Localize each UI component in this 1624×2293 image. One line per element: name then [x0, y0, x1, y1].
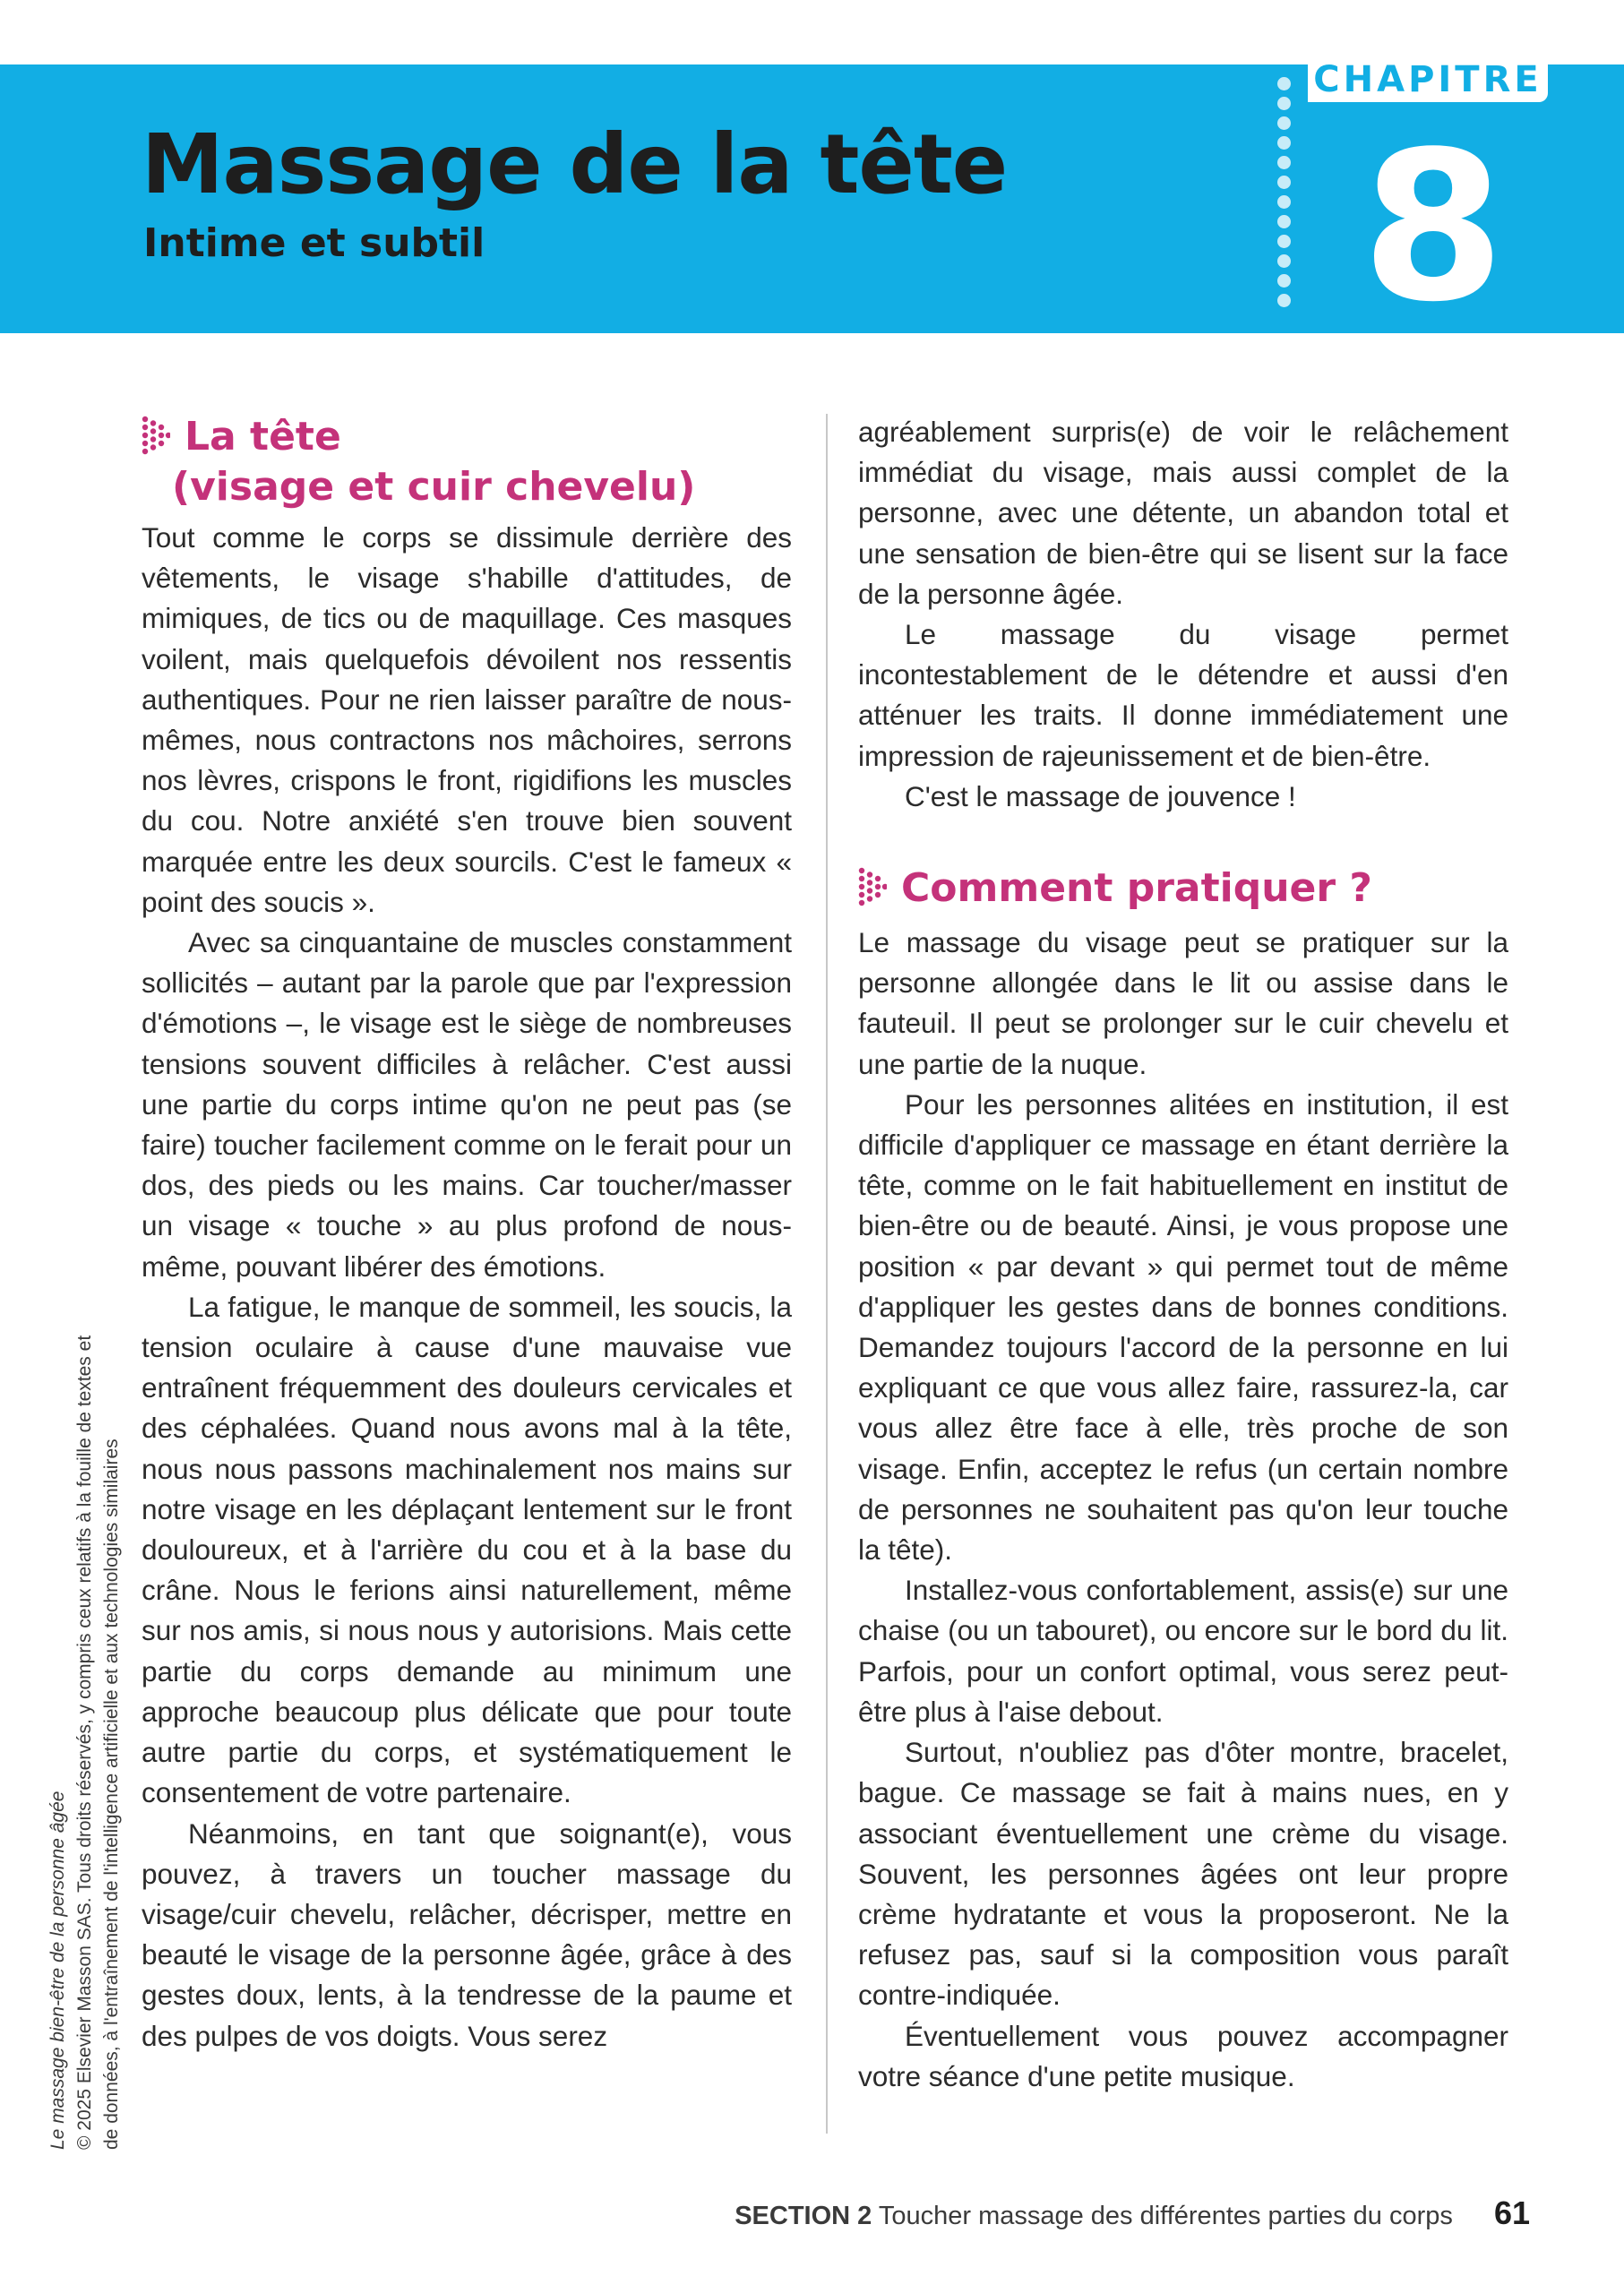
paragraph: agréablement surpris(e) de voir le relâchement immédiat du visage, mais aussi complet de la personne, avec une détente, un abandon total et une sensation de bien-être qui se lisent sur la face de la personne âgée.	[858, 416, 1508, 610]
section-heading-comment-pratiquer	[858, 863, 1508, 914]
divider-dot	[1277, 136, 1291, 150]
copyright-line: © 2025 Elsevier Masson SAS. Tous droits réservés, y compris ceux relatifs à la fouille de textes et	[74, 1335, 95, 2150]
paragraph: C'est le massage de jouvence !	[905, 779, 1296, 812]
footer-section-title: Toucher massage des différentes parties du corps	[878, 2202, 1453, 2230]
divider-dot	[1277, 176, 1291, 189]
dotted-divider	[1277, 77, 1295, 319]
divider-dot	[1277, 156, 1291, 169]
divider-dot	[1277, 254, 1291, 268]
divider-dot	[1277, 97, 1291, 110]
chapter-subtitle: Intime et subtil	[143, 220, 485, 266]
page-footer	[735, 2193, 1530, 2234]
chapter-title: Massage de la tête	[142, 116, 1008, 212]
divider-dot	[1277, 195, 1291, 209]
heading-line-2: (visage et cuir chevelu)	[172, 464, 696, 510]
paragraph: Avec sa cinquantaine de muscles constamment sollicités – autant par la parole que par l'expression d'émotions –, le visage est le siège de nombreuses tensions souvent difficiles à relâcher. C'est aussi une partie du corps intime qu'on ne peut pas (se faire) toucher facilement comme on le ferait pour un dos, des pieds ou les mains. Car toucher/masser un visage « touche » au plus profond de nous-même, pouvant libérer des émotions.	[142, 926, 792, 1283]
paragraph: La fatigue, le manque de sommeil, les soucis, la tension oculaire à cause d'une mauvaise vue entraînent fréquemment des douleurs cervicales et des céphalées. Quand nous avons mal à la tête, nous nous passons machinalement nos mains sur notre visage en les déplaçant lentement sur le front douloureux, et à l'arrière du cou et à la base du crâne. Nous le ferions ainsi naturellement, même sur nos amis, si nous nous y autorisions. Mais cette partie du corps demande au minimum une approche beaucoup plus délicate que pour toute autre partie du corps, et systématiquement le consentement de votre partenaire.	[142, 1290, 792, 1809]
footer-section-label: SECTION 2	[735, 2202, 872, 2230]
divider-dot	[1277, 77, 1291, 90]
left-column	[142, 412, 792, 2057]
column-divider	[826, 414, 828, 2134]
paragraph: Le massage du visage permet incontestablement de le détendre et aussi d'en atténuer les traits. Il donne immédiatement une impression de rajeunissement et de bien-être.	[858, 618, 1508, 772]
paragraph: Le massage du visage peut se pratiquer sur la personne allongée dans le lit ou assise dans le fauteuil. Il peut se prolonger sur le cuir chevelu et une partie de la nuque.	[858, 926, 1508, 1080]
dotted-arrow-icon	[142, 416, 170, 455]
paragraph: Tout comme le corps se dissimule derrière des vêtements, le visage s'habille d'attitudes, de mimiques, de tics ou de maquillage. Ces masques voilent, mais quelquefois dévoilent nos ressentis authentiques. Pour ne rien laisser paraître de nous-mêmes, nous contractons nos mâchoires, serrons nos lèvres, crispons le front, rigidifions les muscles du cou. Notre anxiété s'en trouve bien souvent marquée entre les deux sourcils. C'est le fameux « point des soucis ».	[142, 521, 792, 918]
divider-dot	[1277, 116, 1291, 130]
paragraph: Installez-vous confortablement, assis(e) sur une chaise (ou un tabouret), ou encore sur le bord du lit. Parfois, pour un confort optimal, vous serez peut-être plus à l'aise debout.	[858, 1574, 1508, 1728]
paragraph: Pour les personnes alitées en institution, il est difficile d'appliquer ce massage en étant derrière la tête, comme on le fait habituellement en institut de bien-être ou de beauté. Ainsi, je vous propose une position « par devant » qui permet tout de même d'appliquer les gestes dans de bonnes conditions. Demandez toujours l'accord de la personne en lui expliquant ce que vous allez faire, rassurez-la, car vous allez être face à elle, très proche de son visage. Enfin, acceptez le refus (un certain nombre de personnes ne souhaitent pas qu'on leur touche la tête).	[858, 1087, 1508, 1567]
divider-dot	[1277, 274, 1291, 288]
book-title: Le massage bien-être de la personne âgée	[47, 1791, 68, 2150]
section-heading-tete	[142, 412, 792, 512]
page-number: 61	[1493, 2194, 1530, 2231]
chapter-number: 8	[1361, 108, 1506, 348]
dotted-arrow-icon	[858, 867, 887, 906]
paragraph: Néanmoins, en tant que soignant(e), vous pouvez, à travers un toucher massage du visage/cuir chevelu, relâcher, décrisper, mettre en beauté le visage de la personne âgée, grâce à des gestes doux, lents, à la tendresse de la paume et des pulpes de vos doigts. Vous serez	[142, 1816, 792, 2052]
divider-dot	[1277, 235, 1291, 248]
paragraph: Éventuellement vous pouvez accompagner votre séance d'une petite musique.	[858, 2019, 1508, 2092]
copyright-sidebar	[45, 1218, 125, 2150]
divider-dot	[1277, 294, 1291, 307]
heading-line-1: La tête	[185, 414, 341, 459]
copyright-line: de données, à l'entraînement de l'intelligence artificielle et aux technologies similaires	[101, 1438, 122, 2150]
heading-text: Comment pratiquer ?	[901, 865, 1372, 912]
divider-dot	[1277, 215, 1291, 228]
paragraph: Surtout, n'oubliez pas d'ôter montre, bracelet, bague. Ce massage se fait à mains nues, en y associant éventuellement une crème du visage. Souvent, les personnes âgées ont leur propre crème hydratante et vous la proposeront. Ne la refusez pas, sauf si la composition vous paraît contre-indiquée.	[858, 1736, 1508, 2012]
chapter-label: CHAPITRE	[1308, 57, 1548, 102]
right-column	[858, 412, 1508, 2097]
